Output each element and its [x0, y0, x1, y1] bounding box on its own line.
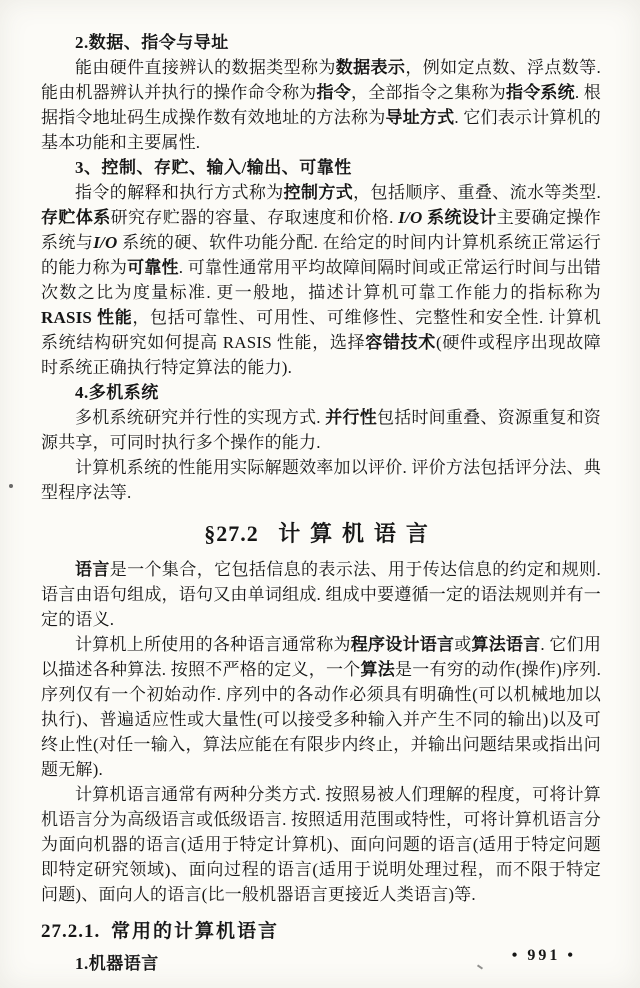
page-number: • 991 • [511, 947, 576, 964]
paragraph-language-definition [41, 557, 601, 632]
text-run: 控制方式 [283, 183, 354, 202]
text-run: 数据表示 [335, 58, 406, 77]
text-run: 存贮体系 [41, 208, 111, 227]
subheading-control-storage-io-reliability: 3、控制、存贮、输入/输出、可靠性 [75, 158, 352, 177]
subheading-machine-language: 1.机器语言 [75, 954, 159, 973]
paragraph-control-reliability [41, 180, 601, 380]
text-run: 系统设计 [427, 208, 497, 227]
text-run: 计算机语言通常有两种分类方式. 按照易被人们理解的程度，可将计算机语言分为高级语言或低级语言. 按照适用范围或特性，可将计算机语言分为面向机器的语言(适用于特定计算机)、面向问题的语言(适用于特定问题即特定研究领域)、面向过程的语言(适用于说明处理过程，而不限于特定问题)、面向人的语言(比一般机器语言更接近人类语言)等. [41, 785, 601, 904]
text-run: 主要确定操作系统与 [41, 208, 601, 252]
paragraph-language-classification [41, 782, 601, 907]
text-run: 语言 [75, 560, 110, 579]
text-run: 计算机系统的性能用实际解题效率加以评价. 评价方法包括评分法、典型程序法等. [41, 458, 601, 502]
text-run: 或 [454, 635, 472, 654]
text-run: 多机系统研究并行性的实现方式. [75, 408, 326, 427]
text-run: 是一个集合，它包括信息的表示法、用于传达信息的约定和规则. 语言由语句组成，语句又由单词组成. 组成中要遵循一定的语法规则并有一定的语义. [41, 560, 601, 629]
subheading-multiprocessor-systems: 4.多机系统 [75, 383, 159, 402]
text-run: . 它们用以描述各种算法. 按照不严格的定义，一个 [41, 635, 602, 679]
text-run: ，例如定点数、浮点数等. 能由机器辨认并执行的操作命令称为 [41, 58, 601, 102]
subsection-title: 常用的计算机语言 [111, 921, 280, 942]
text-run: ，包括顺序、重叠、流水等类型. [353, 183, 602, 202]
text-run: 系统的硬、软件功能分配. 在给定的时间内计算机系统正常运行的能力称为 [41, 233, 602, 277]
text-run: ，包括可靠性、可用性、可维修性、完整性和安全性. 计算机系统结构研究如何提高 RASIS 性能，选择 [41, 308, 601, 352]
text-run: 研究存贮器的容量、存取速度和价格. [110, 208, 399, 227]
text-run: . 它们表示计算机的基本功能和主要属性. [41, 108, 601, 152]
text-run: 导址方式 [385, 108, 455, 127]
text-run: I/O [398, 208, 428, 227]
text-run: 算法语言 [471, 635, 541, 654]
text-run: 计算机上所使用的各种语言通常称为 [75, 635, 351, 654]
subsection-number: 27.2.1. [41, 921, 101, 942]
paragraph-parallelism [41, 405, 601, 455]
section-number: §27.2 [204, 521, 259, 546]
text-run: 指令的解释和执行方式称为 [75, 183, 284, 202]
paragraph-performance-evaluation [41, 455, 601, 505]
text-run: 算法 [360, 660, 395, 679]
text-run: 容错技术 [365, 333, 436, 352]
text-run: 指令 [316, 83, 351, 102]
text-column [41, 30, 601, 976]
text-run: RASIS 性能 [41, 308, 133, 327]
text-run: 程序设计语言 [350, 635, 455, 654]
text-run: (硬件或程序出现故障时系统正确执行特定算法的能力). [41, 333, 601, 377]
text-run: 能由硬件直接辨认的数据类型称为 [75, 58, 336, 77]
paragraph-programming-languages-algorithms [41, 632, 601, 782]
text-run: . 根据指令地址码生成操作数有效地址的方法称为 [41, 83, 601, 127]
paragraph-data-representation [41, 55, 601, 155]
text-run: I/O [93, 233, 118, 252]
text-run: 可靠性 [127, 258, 179, 277]
subheading-data-instructions-addressing: 2.数据、指令与导址 [75, 33, 229, 52]
text-run: 指令系统 [505, 83, 575, 102]
text-run: . 可靠性通常用平均故障间隔时间或正常运行时间与出错次数之比为度量标准. 更一般地，描述计算机可靠工作能力的指标称为 [41, 258, 601, 302]
text-run: 是一有穷的动作(操作)序列. 序列仅有一个初始动作. 序列中的各动作必须具有明确性(可以机械地加以执行)、普遍适应性或大量性(可以接受多种输入并产生不同的输出)以及可终止性(对任一输入，算法应能在有限步内终止，并输出问题结果或指出问题无解). [41, 660, 602, 779]
section-heading-computer-languages [41, 519, 601, 549]
scan-artifact-dot [9, 484, 13, 488]
text-run: 包括时间重叠、资源重复和资源共享，可同时执行多个操作的能力. [41, 408, 601, 452]
text-run: 并行性 [325, 408, 377, 427]
text-run: ，全部指令之集称为 [350, 83, 506, 102]
subsection-heading-common-languages [41, 919, 601, 945]
section-title: 计算机语言 [278, 521, 438, 546]
